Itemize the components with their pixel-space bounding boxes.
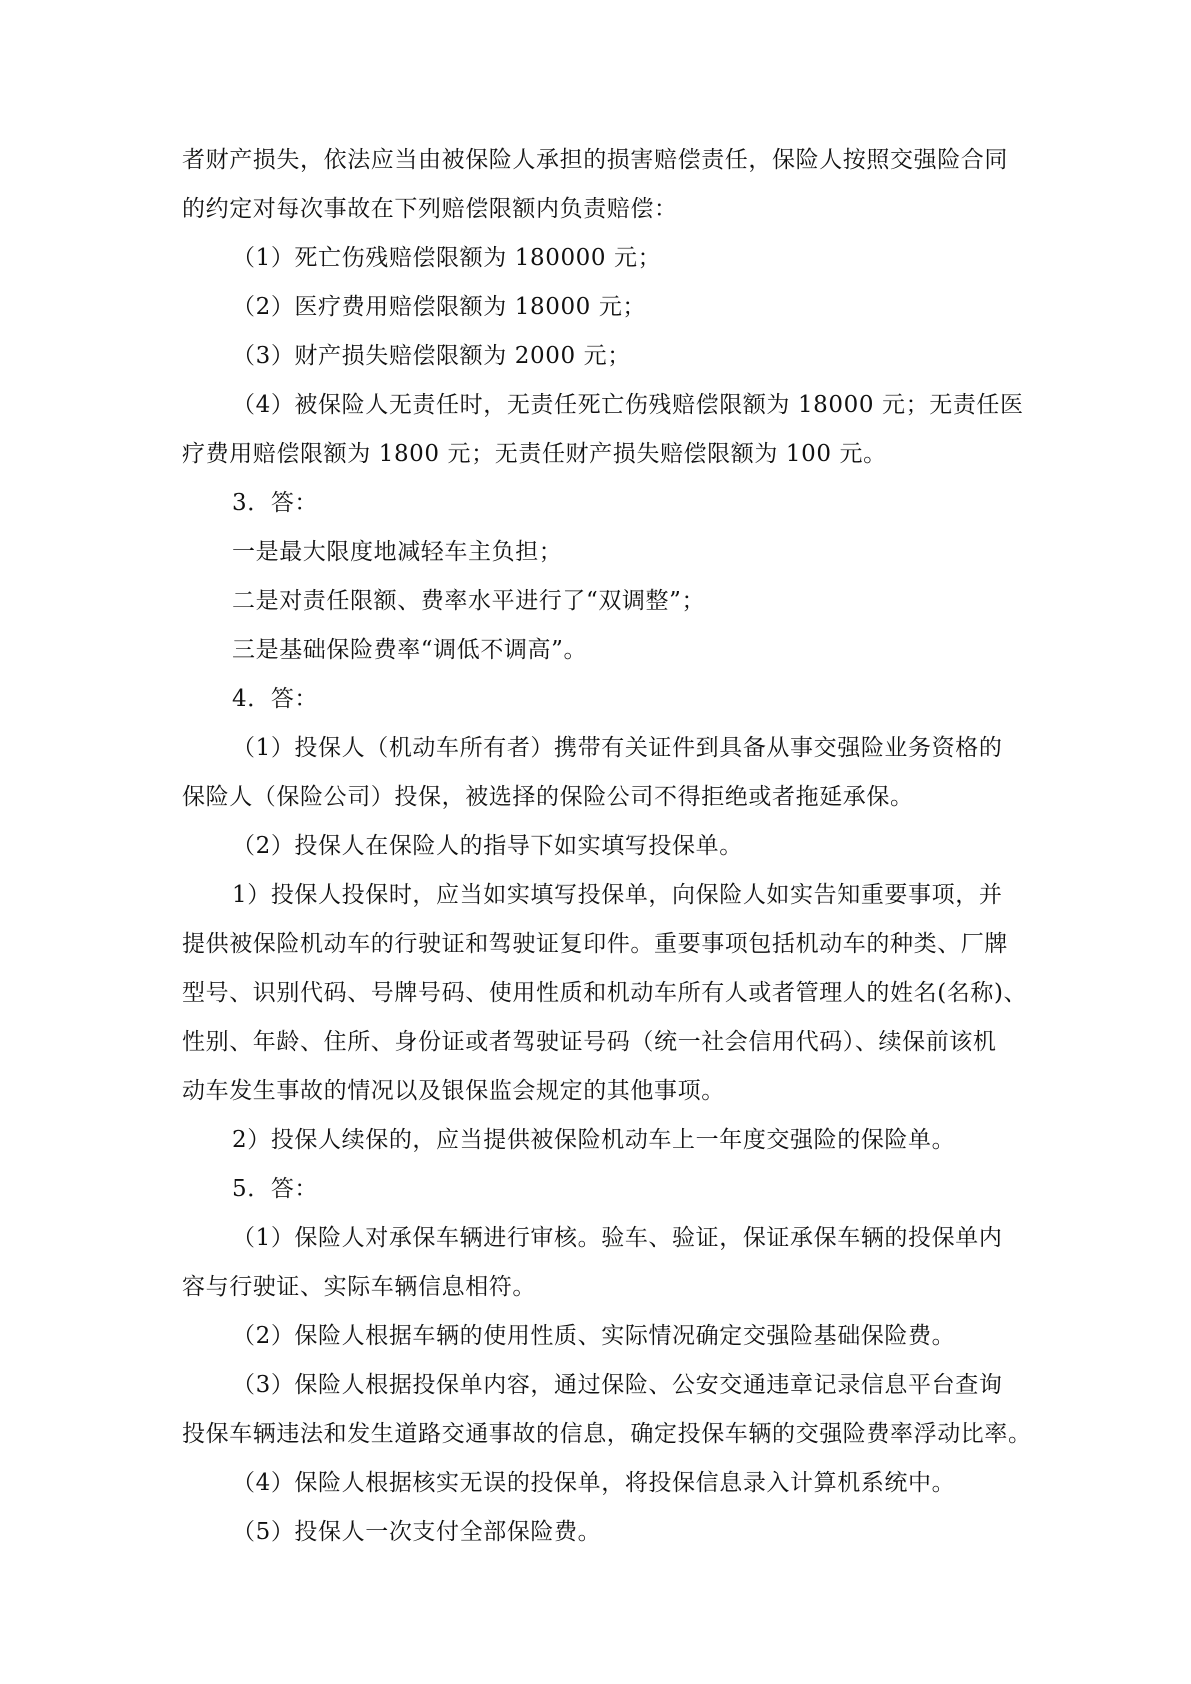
text-line: 提供被保险机动车的行驶证和驾驶证复印件。重要事项包括机动车的种类、厂牌 [182,931,1008,957]
text-line: 3．答： [232,490,319,516]
text-line: 型号、识别代码、号牌号码、使用性质和机动车所有人或者管理人的姓名(名称)、 [182,980,1028,1006]
text-line: 5．答： [232,1176,319,1202]
text-line: （1）投保人（机动车所有者）携带有关证件到具备从事交强险业务资格的 [232,735,1003,761]
text-line: 二是对责任限额、费率水平进行了“双调整”； [232,588,706,614]
text-line: 2）投保人续保的，应当提供被保险机动车上一年度交强险的保险单。 [232,1127,956,1153]
text-line: （4）被保险人无责任时，无责任死亡伤残赔偿限额为 18000 元；无责任医 [232,392,1024,418]
text-line: 的约定对每次事故在下列赔偿限额内负责赔偿： [182,196,678,222]
text-line: 1）投保人投保时，应当如实填写投保单，向保险人如实告知重要事项，并 [232,882,1003,908]
text-line: 保险人（保险公司）投保，被选择的保险公司不得拒绝或者拖延承保。 [182,784,914,810]
text-line: （4）保险人根据核实无误的投保单，将投保信息录入计算机系统中。 [232,1470,956,1496]
text-line: 三是基础保险费率“调低不调高”。 [232,637,588,663]
text-line: （2）保险人根据车辆的使用性质、实际情况确定交强险基础保险费。 [232,1323,956,1349]
text-line: （1）保险人对承保车辆进行审核。验车、验证，保证承保车辆的投保单内 [232,1225,1003,1251]
text-line: 者财产损失，依法应当由被保险人承担的损害赔偿责任，保险人按照交强险合同 [182,147,1008,173]
text-line: 4．答： [232,686,319,712]
text-line: 疗费用赔偿限额为 1800 元；无责任财产损失赔偿限额为 100 元。 [182,441,887,467]
text-line: （5）投保人一次支付全部保险费。 [232,1519,602,1545]
text-line: 容与行驶证、实际车辆信息相符。 [182,1274,536,1300]
text-line: （1）死亡伤残赔偿限额为 180000 元； [232,245,662,271]
text-line: 一是最大限度地减轻车主负担； [232,539,563,565]
text-line: （2）医疗费用赔偿限额为 18000 元； [232,294,647,320]
text-line: 投保车辆违法和发生道路交通事故的信息，确定投保车辆的交强险费率浮动比率。 [182,1421,1032,1447]
text-line: （3）保险人根据投保单内容，通过保险、公安交通违章记录信息平台查询 [232,1372,1003,1398]
text-line: （3）财产损失赔偿限额为 2000 元； [232,343,631,369]
text-line: 性别、年龄、住所、身份证或者驾驶证号码（统一社会信用代码）、续保前该机 [182,1029,997,1055]
text-line: 动车发生事故的情况以及银保监会规定的其他事项。 [182,1078,725,1104]
text-line: （2）投保人在保险人的指导下如实填写投保单。 [232,833,743,859]
